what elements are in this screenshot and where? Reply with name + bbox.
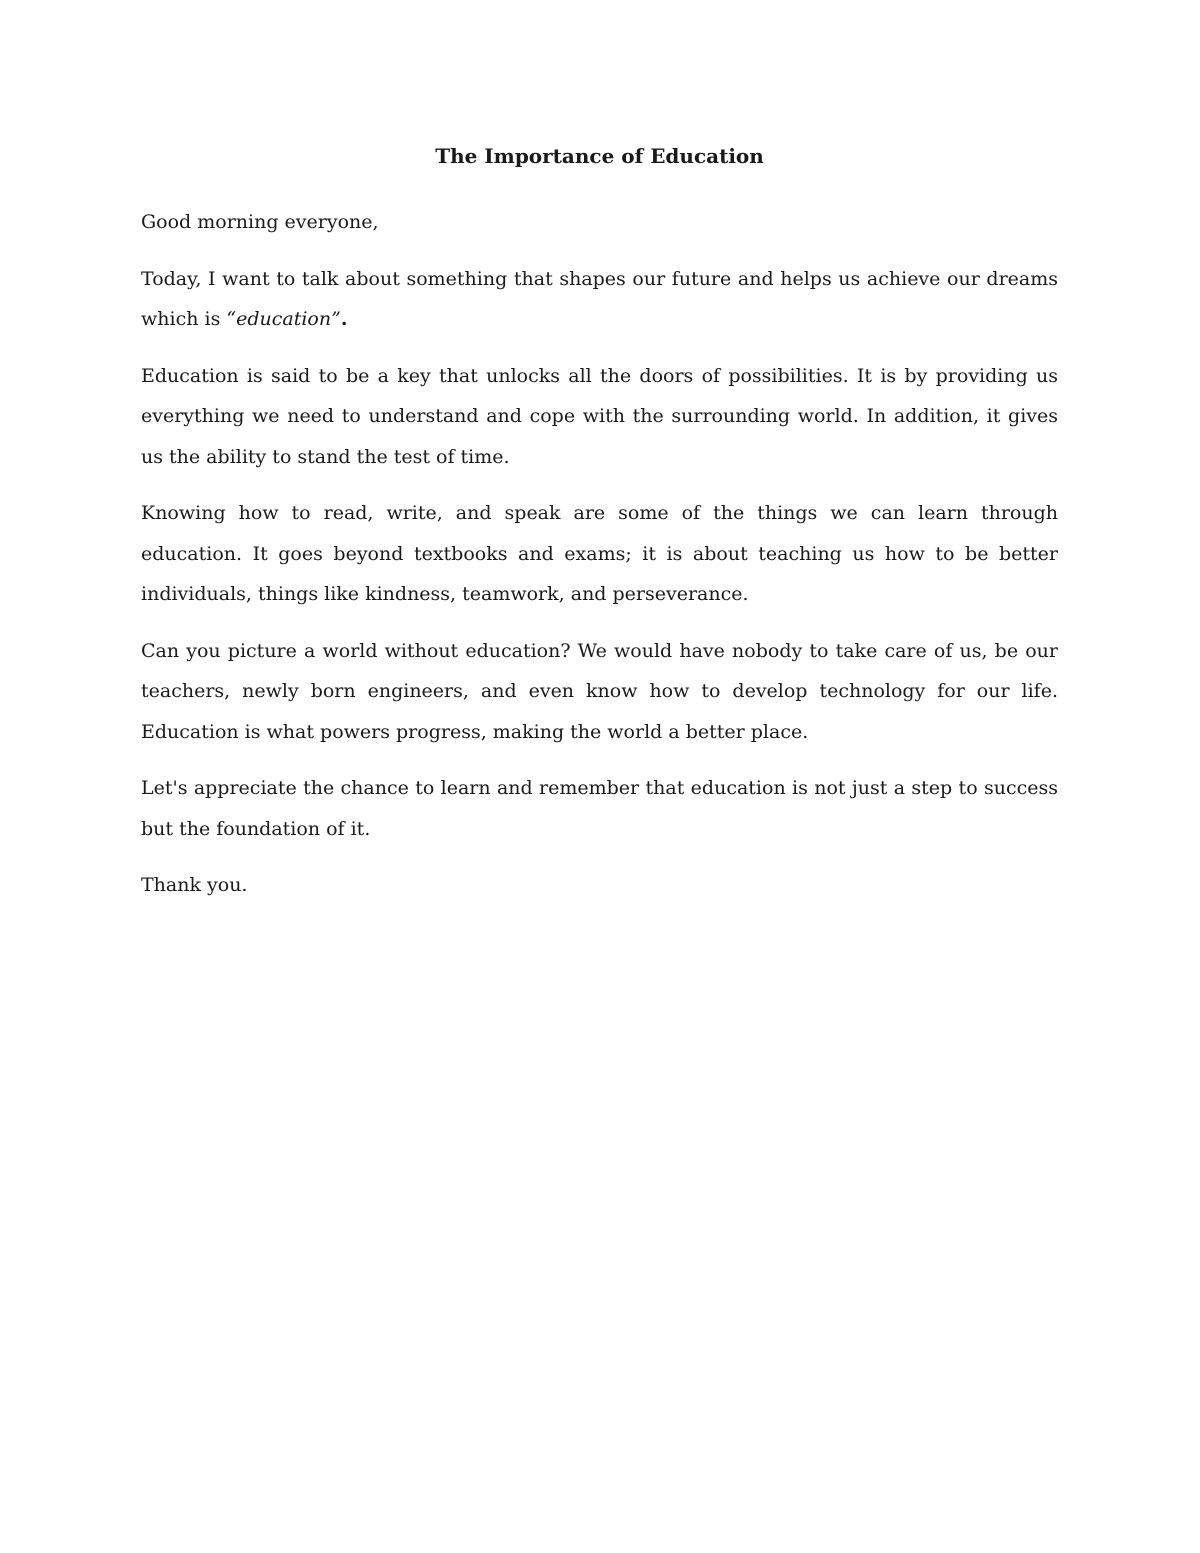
- closing-paragraph: Thank you.: [141, 874, 248, 896]
- document-body: [141, 140, 1058, 922]
- body-paragraph-2: Knowing how to read, write, and speak are some of the things we can learn through education. It goes beyond textbooks and exams; it is about teaching us how to be better individuals, things like kindness, teamwork, and perseverance.: [141, 502, 1058, 605]
- greeting-paragraph: Good morning everyone,: [141, 211, 379, 233]
- body-paragraph-1: Education is said to be a key that unlocks all the doors of possibilities. It is by providing us everything we need to understand and cope with the surrounding world. In addition, it gives us the ability to stand the test of time.: [141, 364, 1058, 468]
- page-title: The Importance of Education: [435, 144, 764, 168]
- intro-end: .: [340, 308, 348, 330]
- body-paragraph-3: Can you picture a world without education? We would have nobody to take care of us, be our teachers, newly born engineers, and even know how to develop technology for our life. Education is what powers progress, making the world a better place.: [141, 639, 1058, 743]
- body-paragraph-4: Let's appreciate the chance to learn and remember that education is not just a step to success but the foundation of it.: [141, 777, 1058, 840]
- intro-paragraph: [141, 259, 1058, 340]
- intro-text: Today, I want to talk about something that shapes our future and helps us achieve our dreams which is: [141, 267, 1058, 330]
- intro-emphasis: “education”: [226, 308, 341, 330]
